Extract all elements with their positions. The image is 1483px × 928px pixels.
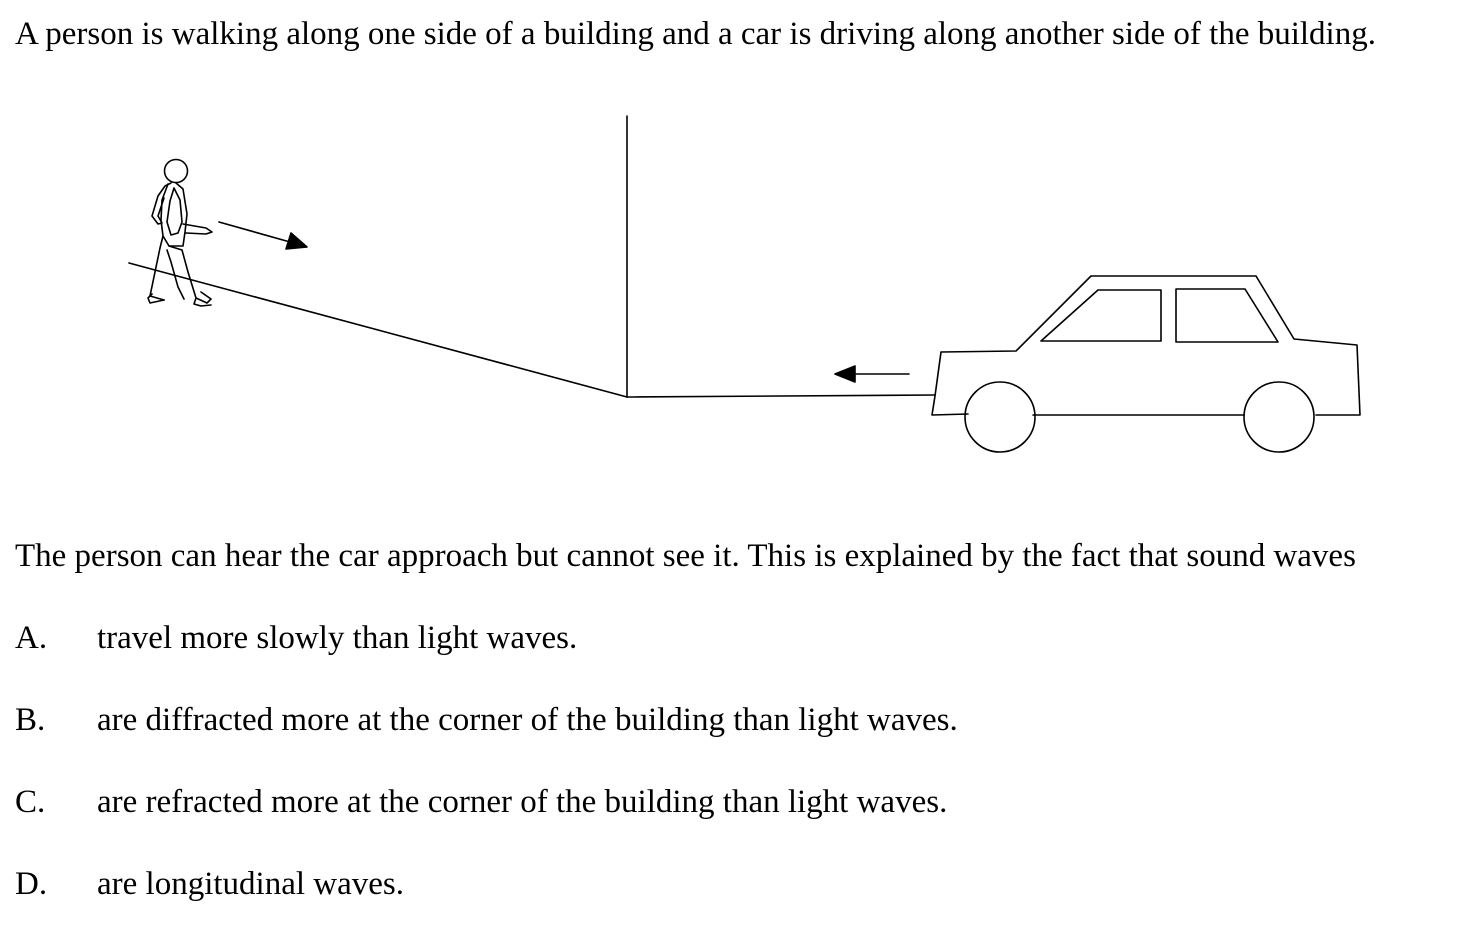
option-text: are diffracted more at the corner of the building than light waves.	[97, 702, 958, 738]
car-direction-arrow	[835, 366, 909, 382]
person-figure	[148, 160, 212, 307]
question-intro: A person is walking along one side of a building and a car is driving along another side of the building.	[15, 16, 1376, 52]
person-direction-arrow	[219, 222, 307, 249]
option-text: are longitudinal waves.	[97, 866, 404, 902]
option-letter: C.	[15, 784, 46, 820]
car-figure	[932, 276, 1360, 452]
option-letter: B.	[15, 702, 46, 738]
question-stem: The person can hear the car approach but cannot see it. This is explained by the fact that sound waves	[15, 538, 1356, 574]
car-front-wheel	[965, 382, 1035, 452]
option-text: travel more slowly than light waves.	[97, 620, 578, 656]
building-corner	[129, 116, 935, 397]
option-letter: A.	[15, 620, 48, 656]
option-letter: D.	[15, 866, 48, 902]
option-text: are refracted more at the corner of the building than light waves.	[97, 784, 948, 820]
car-rear-wheel	[1244, 382, 1314, 452]
